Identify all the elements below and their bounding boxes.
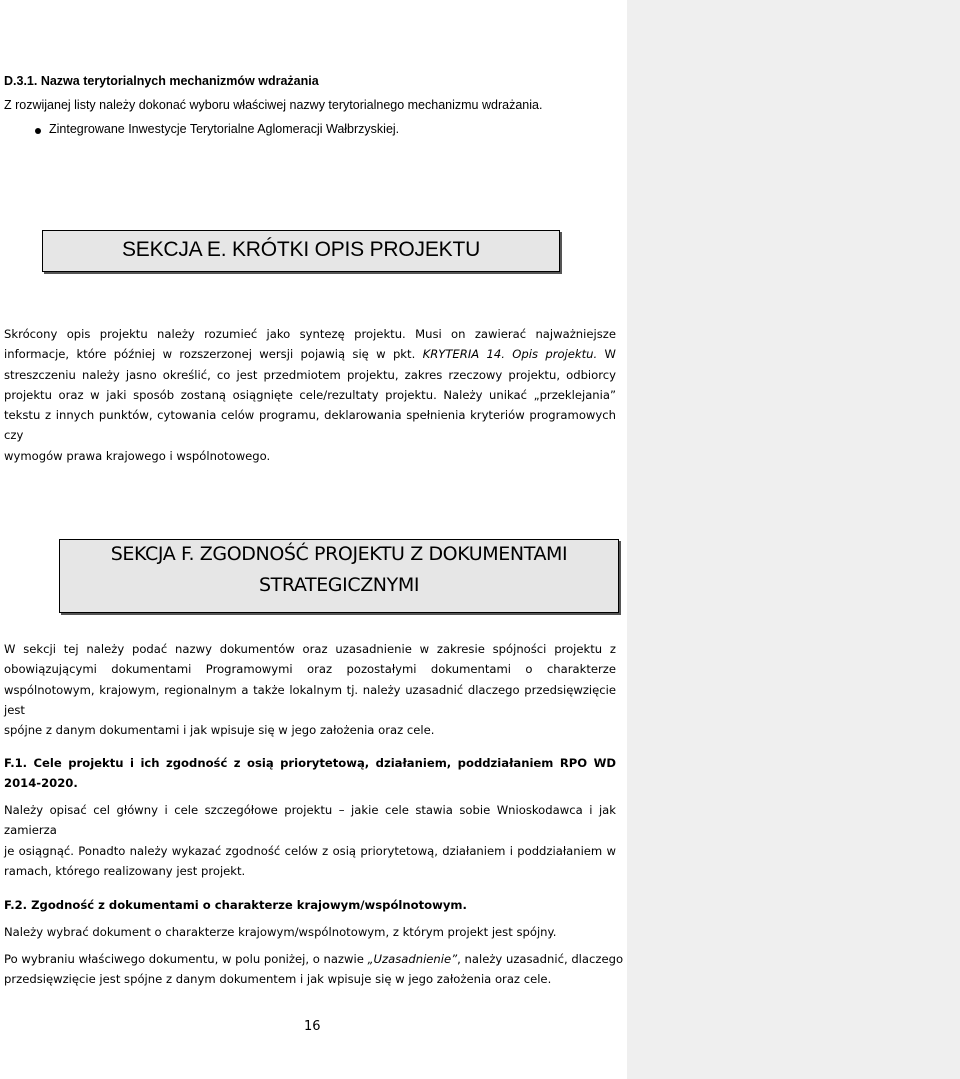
section-e-line: Skrócony opis projektu należy rozumieć jako syntezę projektu. Musi on zawierać najważniejsze — [4, 327, 616, 341]
page-number: 16 — [304, 1019, 321, 1034]
territorial-mechanism-value[interactable]: Zintegrowane Inwestycje Terytorialne Aglomeracji Wałbrzyskiej. — [49, 122, 400, 136]
section-e-title: SEKCJA E. KRÓTKI OPIS PROJEKTU — [121, 238, 481, 261]
section-e-title-box — [42, 230, 560, 272]
section-e-line: projektu oraz w jaki sposób zostaną osiągnięte cele/rezultaty projektu. Należy unikać „przeklejania” — [4, 387, 616, 402]
f2-body-line2: Po wybraniu właściwego dokumentu, w polu poniżej, o nazwie „Uzasadnienie”, należy uzasadnić, dlaczego — [4, 952, 624, 966]
f2-body-line3: przedsięwzięcie jest spójne z danym dokumentem i jak wpisuje się w jego założenia oraz cele. — [4, 972, 552, 987]
section-f-intro — [4, 639, 616, 740]
section-e-line: wymogów prawa krajowego i wspólnotowego. — [4, 448, 271, 463]
f1-description — [4, 800, 616, 881]
f2-heading: F.2. Zgodność z dokumentami o charakterze krajowym/wspólnotowym. — [4, 898, 467, 912]
section-e-description — [4, 324, 616, 466]
section-e-line: informacje, które później w rozszerzonej wersji pojawią się w pkt. KRYTERIA 14. Opis projektu. W — [4, 347, 617, 362]
f2-body — [4, 949, 624, 990]
section-e-line: streszczeniu należy jasno określić, co jest przedmiotem projektu, zakres rzeczowy projektu, odbiorcy — [4, 367, 616, 382]
f1-heading: F.1. Cele projektu i ich zgodność z osią priorytetową, działaniem, poddziałaniem RPO WD 2014-2020. — [4, 756, 616, 791]
section-f-intro-line: wspólnotowym, krajowym, regionalnym a także lokalnym tj. należy uzasadnić dlaczego przedsięwzięcie jest — [4, 682, 616, 717]
section-f-title-box — [59, 539, 619, 613]
comment-margin-pane — [627, 0, 960, 1079]
bullet-icon — [35, 128, 41, 134]
section-d31-heading: D.3.1. Nazwa terytorialnych mechanizmów wdrażania — [4, 74, 319, 88]
f1-line: je osiągnąć. Ponadto należy wykazać zgodność celów z osią priorytetową, działaniem i poddziałaniem w — [4, 843, 616, 858]
f1-line: Należy opisać cel główny i cele szczegółowe projektu – jakie cele stawia sobie Wnioskodawca i jak zamierza — [4, 803, 616, 838]
f2-body-line1: Należy wybrać dokument o charakterze krajowym/wspólnotowym, z którym projekt jest spójny. — [4, 925, 557, 939]
section-d31-instruction: Z rozwijanej listy należy dokonać wyboru właściwej nazwy terytorialnego mechanizmu wdrażania. — [4, 98, 543, 112]
section-f-title-line2: STRATEGICZNYMI — [258, 574, 420, 596]
section-f-intro-line: spójne z danym dokumentami i jak wpisuje się w jego założenia oraz cele. — [4, 723, 435, 738]
section-e-line: tekstu z innych punktów, cytowania celów programu, deklarowania spełnienia kryteriów programowych czy — [4, 408, 616, 443]
section-f-intro-line: obowiązującymi dokumentami Programowymi oraz pozostałymi dokumentami o charakterze — [4, 662, 616, 677]
f1-line: ramach, którego realizowany jest projekt. — [4, 863, 246, 878]
section-f-intro-line: W sekcji tej należy podać nazwy dokumentów oraz uzasadnienie w zakresie spójności projektu z — [4, 642, 616, 656]
section-f-title-line1: SEKCJA F. ZGODNOŚĆ PROJEKTU Z DOKUMENTAMI — [110, 543, 568, 565]
